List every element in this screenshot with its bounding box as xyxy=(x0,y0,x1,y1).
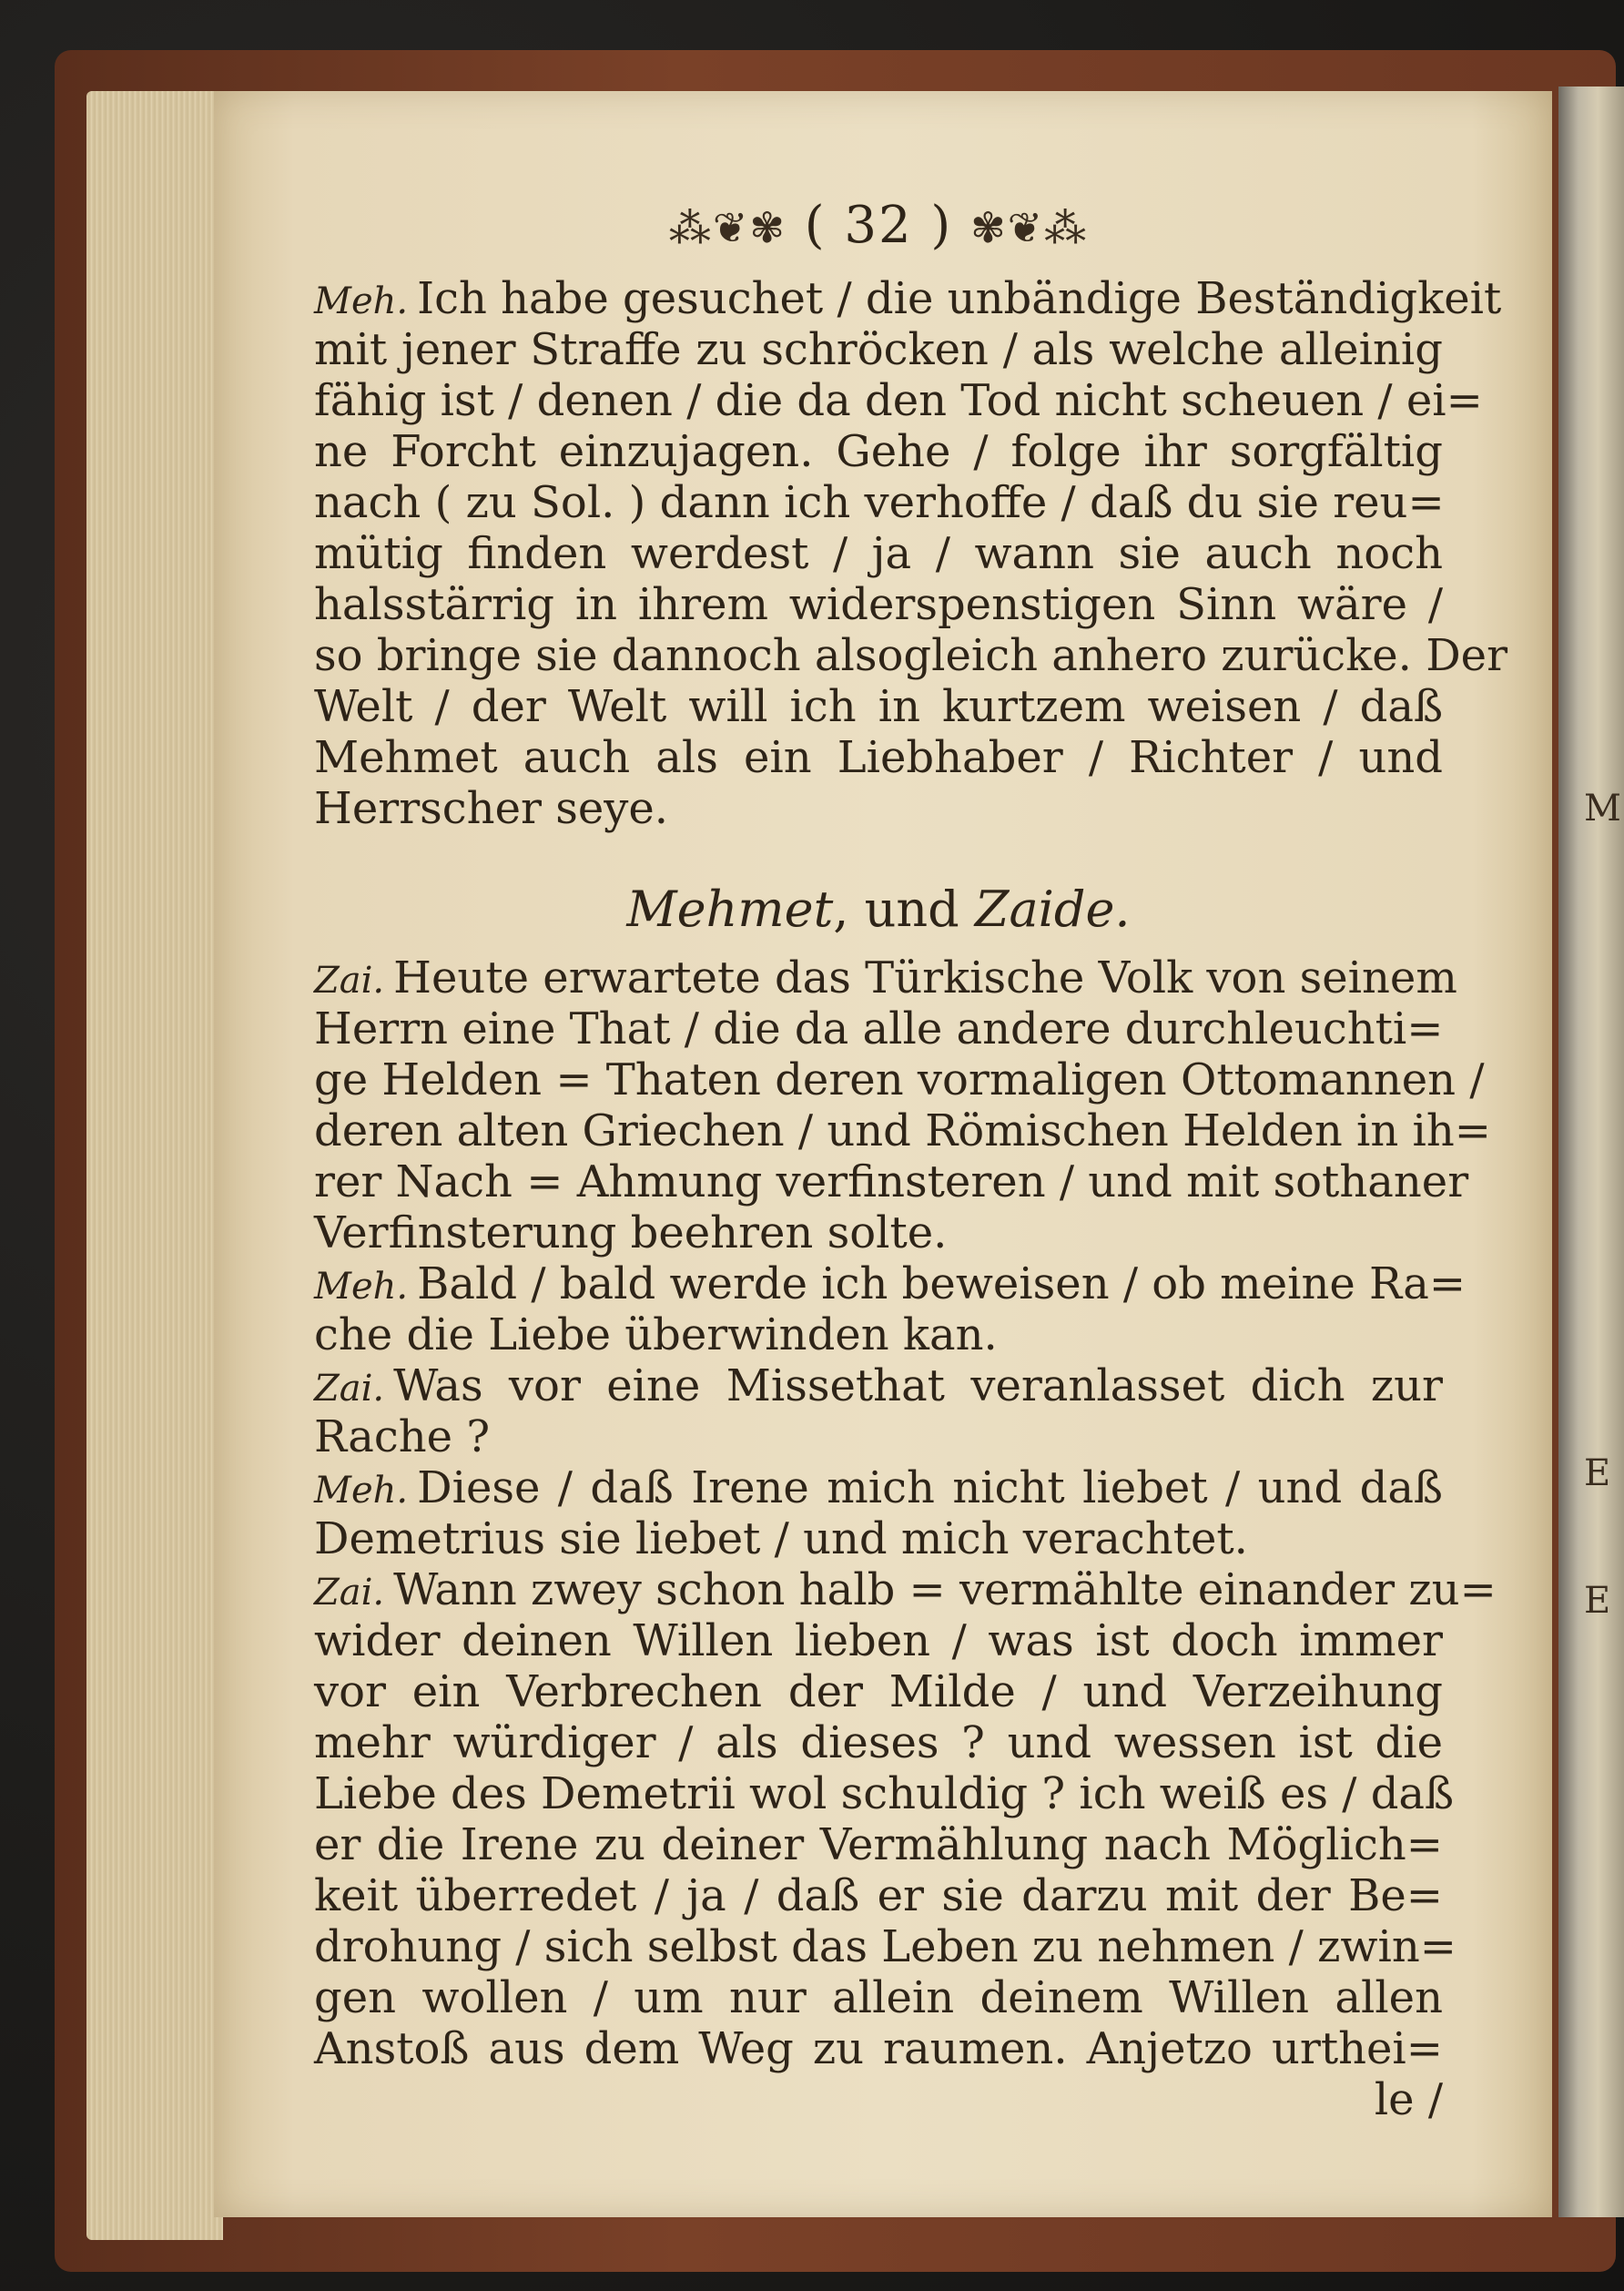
text-line: fähig ist / denen / die da den Tod nicht scheuen / ei= xyxy=(314,375,1483,426)
text-line: drohung / sich selbst das Leben zu nehmen / zwin= xyxy=(314,1921,1457,1972)
page-number: ( 32 ) xyxy=(804,196,953,255)
text-line: Rache ? xyxy=(314,1411,491,1462)
speaker-label: Zai. xyxy=(314,1368,385,1410)
text-line: deren alten Griechen / und Römischen Helden in ih= xyxy=(314,1105,1491,1156)
speech-block xyxy=(314,273,1508,834)
text-line: Mehmet auch als ein Liebhaber / Richter / und xyxy=(314,732,1443,783)
next-page-edge xyxy=(1558,87,1624,2217)
text-line: Was vor eine Missethat veranlasset dich zur xyxy=(393,1360,1443,1411)
text-line: er die Irene zu deiner Vermählung nach Möglich= xyxy=(314,1819,1443,1870)
next-page-fragment: E xyxy=(1584,1452,1611,1494)
text-line: ge Helden = Thaten deren vormaligen Ottomannen / xyxy=(314,1054,1485,1105)
speech-block xyxy=(314,1258,1467,1360)
speaker-label: Meh. xyxy=(314,1266,409,1308)
scene-name: Zaide. xyxy=(974,881,1131,938)
scene-name: Mehmet xyxy=(626,881,834,938)
speech-block xyxy=(314,1564,1497,2074)
speaker-label: Zai. xyxy=(314,960,385,1002)
speech-block xyxy=(314,952,1491,1258)
catchword: le / xyxy=(1374,2074,1443,2125)
text-line: nach ( zu Sol. ) dann ich verhoffe / daß du sie reu= xyxy=(314,477,1445,528)
speaker-label: Meh. xyxy=(314,1470,409,1512)
text-line: mehr würdiger / als dieses ? und wessen ist die xyxy=(314,1717,1443,1768)
text-line: rer Nach = Ahmung verfinsteren / und mit sothaner xyxy=(314,1156,1469,1207)
text-line: Demetrius sie liebet / und mich verachtet. xyxy=(314,1513,1248,1564)
speaker-label: Meh. xyxy=(314,280,409,322)
speech-block xyxy=(314,1462,1443,1564)
text-line: Verfinsterung beehren solte. xyxy=(314,1207,948,1258)
text-line: wider deinen Willen lieben / was ist doch immer xyxy=(314,1615,1443,1666)
page-text xyxy=(314,178,1508,2125)
text-line: gen wollen / um nur allein deinem Willen allen xyxy=(314,1972,1443,2023)
text-line: Ich habe gesuchet / die unbändige Beständigkeit xyxy=(417,273,1502,324)
next-page-fragment: E xyxy=(1584,1580,1611,1622)
text-line: mütig finden werdest / ja / wann sie auch noch xyxy=(314,528,1443,579)
scene-heading xyxy=(314,878,1443,942)
text-line: so bringe sie dannoch alsogleich anhero zurücke. Der xyxy=(314,630,1508,681)
text-line: Bald / bald werde ich beweisen / ob meine Ra= xyxy=(417,1258,1467,1309)
text-line: keit überredet / ja / daß er sie darzu mit der Be= xyxy=(314,1870,1443,1921)
text-line: Herrscher seye. xyxy=(314,783,669,834)
text-line: Wann zwey schon halb = vermählte einander zu= xyxy=(393,1564,1497,1615)
speaker-label: Zai. xyxy=(314,1572,385,1614)
text-line: Liebe des Demetrii wol schuldig ? ich weiß es / daß xyxy=(314,1768,1455,1819)
speech-block xyxy=(314,1360,1443,1462)
ornament-left-icon: ⁂❦✾ xyxy=(668,203,787,252)
text-line: Diese / daß Irene mich nicht liebet / und daß xyxy=(417,1462,1443,1513)
text-line: Heute erwartete das Türkische Volk von seinem xyxy=(393,952,1457,1003)
text-line: vor ein Verbrechen der Milde / und Verzeihung xyxy=(314,1666,1443,1717)
text-line: che die Liebe überwinden kan. xyxy=(314,1309,998,1360)
text-line: mit jener Straffe zu schröcken / als welche alleinig xyxy=(314,324,1443,375)
next-page-fragment: M xyxy=(1584,788,1621,830)
text-line: Anstoß aus dem Weg zu raumen. Anjetzo urthei= xyxy=(314,2023,1443,2074)
text-line: ne Forcht einzujagen. Gehe / folge ihr sorgfältig xyxy=(314,426,1443,477)
page-edges xyxy=(86,91,223,2240)
text-line: halsstärrig in ihrem widerspenstigen Sinn wäre / xyxy=(314,579,1443,630)
page-header xyxy=(314,178,1443,273)
ornament-right-icon: ✾❦⁂ xyxy=(970,203,1089,252)
scene-connector: , und xyxy=(833,881,959,938)
text-line: Welt / der Welt will ich in kurtzem weisen / daß xyxy=(314,681,1443,732)
text-line: Herrn eine That / die da alle andere durchleuchti= xyxy=(314,1003,1444,1054)
